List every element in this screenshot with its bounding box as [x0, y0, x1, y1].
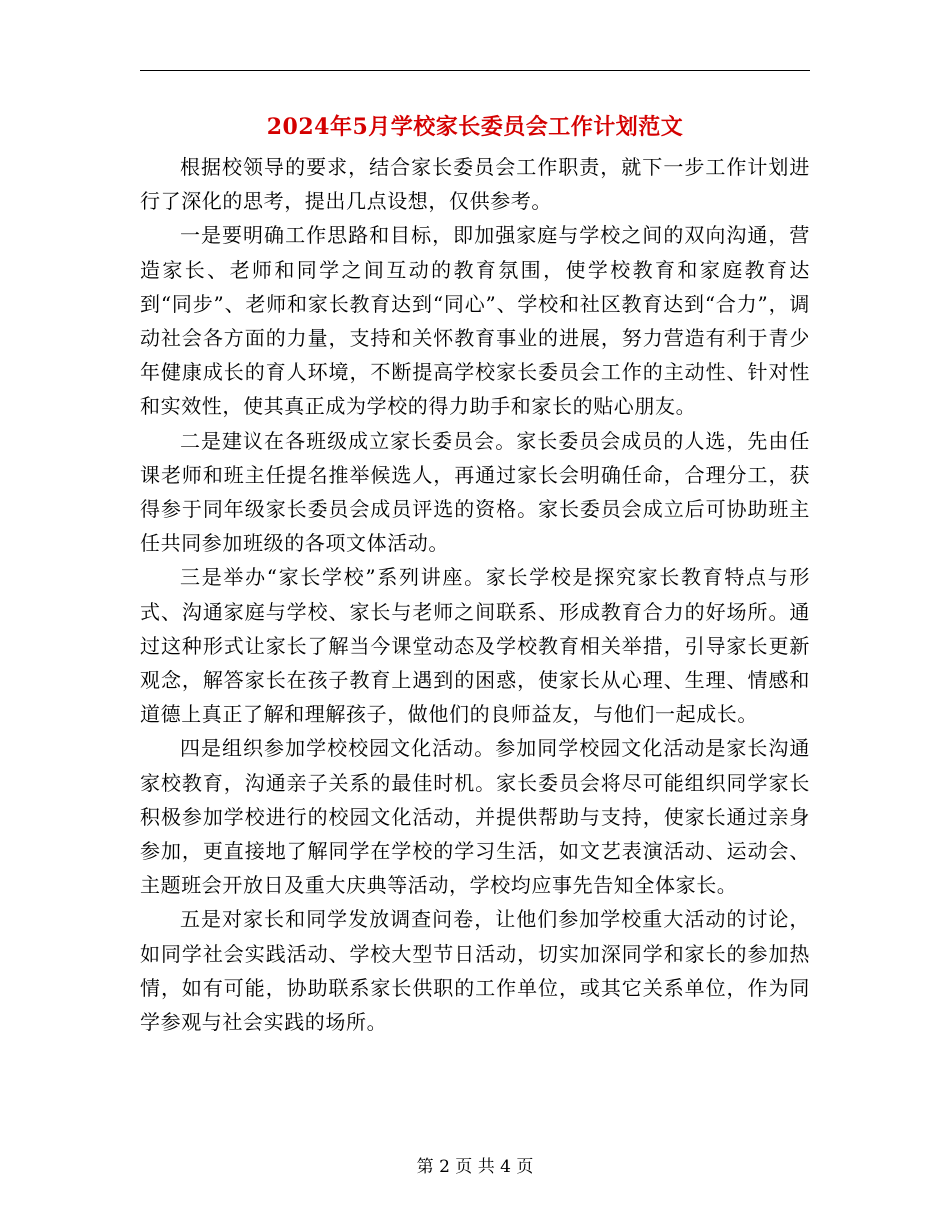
paragraph-point-5: 五是对家长和同学发放调查问卷，让他们参加学校重大活动的讨论，如同学社会实践活动、学校大型节日活动，切实加深同学和家长的参加热情，如有可能，协助联系家长供职的工作单位，或其它关系单位，作为同学参观与社会实践的场所。 — [140, 907, 810, 1035]
paragraph-point-4: 四是组织参加学校校园文化活动。参加同学校园文化活动是家长沟通家校教育，沟通亲子关系的最佳时机。家长委员会将尽可能组织同学家长积极参加学校进行的校园文化活动，并提供帮助与支持，使家长通过亲身参加，更直接地了解同学在学校的学习生活，如文艺表演活动、运动会、主题班会开放日及重大庆典等活动，学校均应事先告知全体家长。 — [140, 736, 810, 898]
paragraph-point-1: 一是要明确工作思路和目标，即加强家庭与学校之间的双向沟通，营造家长、老师和同学之间互动的教育氛围，使学校教育和家庭教育达到“同步”、老师和家长教育达到“同心”、学校和社区教育达到“合力”，调动社会各方面的力量，支持和关怀教育事业的进展，努力营造有利于青少年健康成长的育人环境，不断提高学校家长委员会工作的主动性、针对性和实效性，使其真正成为学校的得力助手和家长的贴心朋友。 — [140, 223, 810, 419]
page-number: 第 2 页 共 4 页 — [416, 1157, 534, 1177]
header-rule — [140, 70, 810, 71]
paragraph-point-3: 三是举办“家长学校”系列讲座。家长学校是探究家长教育特点与形式、沟通家庭与学校、家长与老师之间联系、形成教育合力的好场所。通过这种形式让家长了解当今课堂动态及学校教育相关举措，引导家长更新观念，解答家长在孩子教育上遇到的困惑，使家长从心理、生理、情感和道德上真正了解和理解孩子，做他们的良师益友，与他们一起成长。 — [140, 565, 810, 727]
document-body — [140, 150, 810, 1039]
paragraph-point-2: 二是建议在各班级成立家长委员会。家长委员会成员的人选，先由任课老师和班主任提名推举候选人，再通过家长会明确任命，合理分工，获得参于同年级家长委员会成员评选的资格。家长委员会成立后可协助班主任共同参加班级的各项文体活动。 — [140, 428, 810, 556]
document-title: 2024年5月学校家长委员会工作计划范文 — [266, 114, 684, 140]
paragraph-intro: 根据校领导的要求，结合家长委员会工作职责，就下一步工作计划进行了深化的思考，提出几点设想，仅供参考。 — [140, 155, 810, 214]
page-footer — [0, 1155, 950, 1179]
